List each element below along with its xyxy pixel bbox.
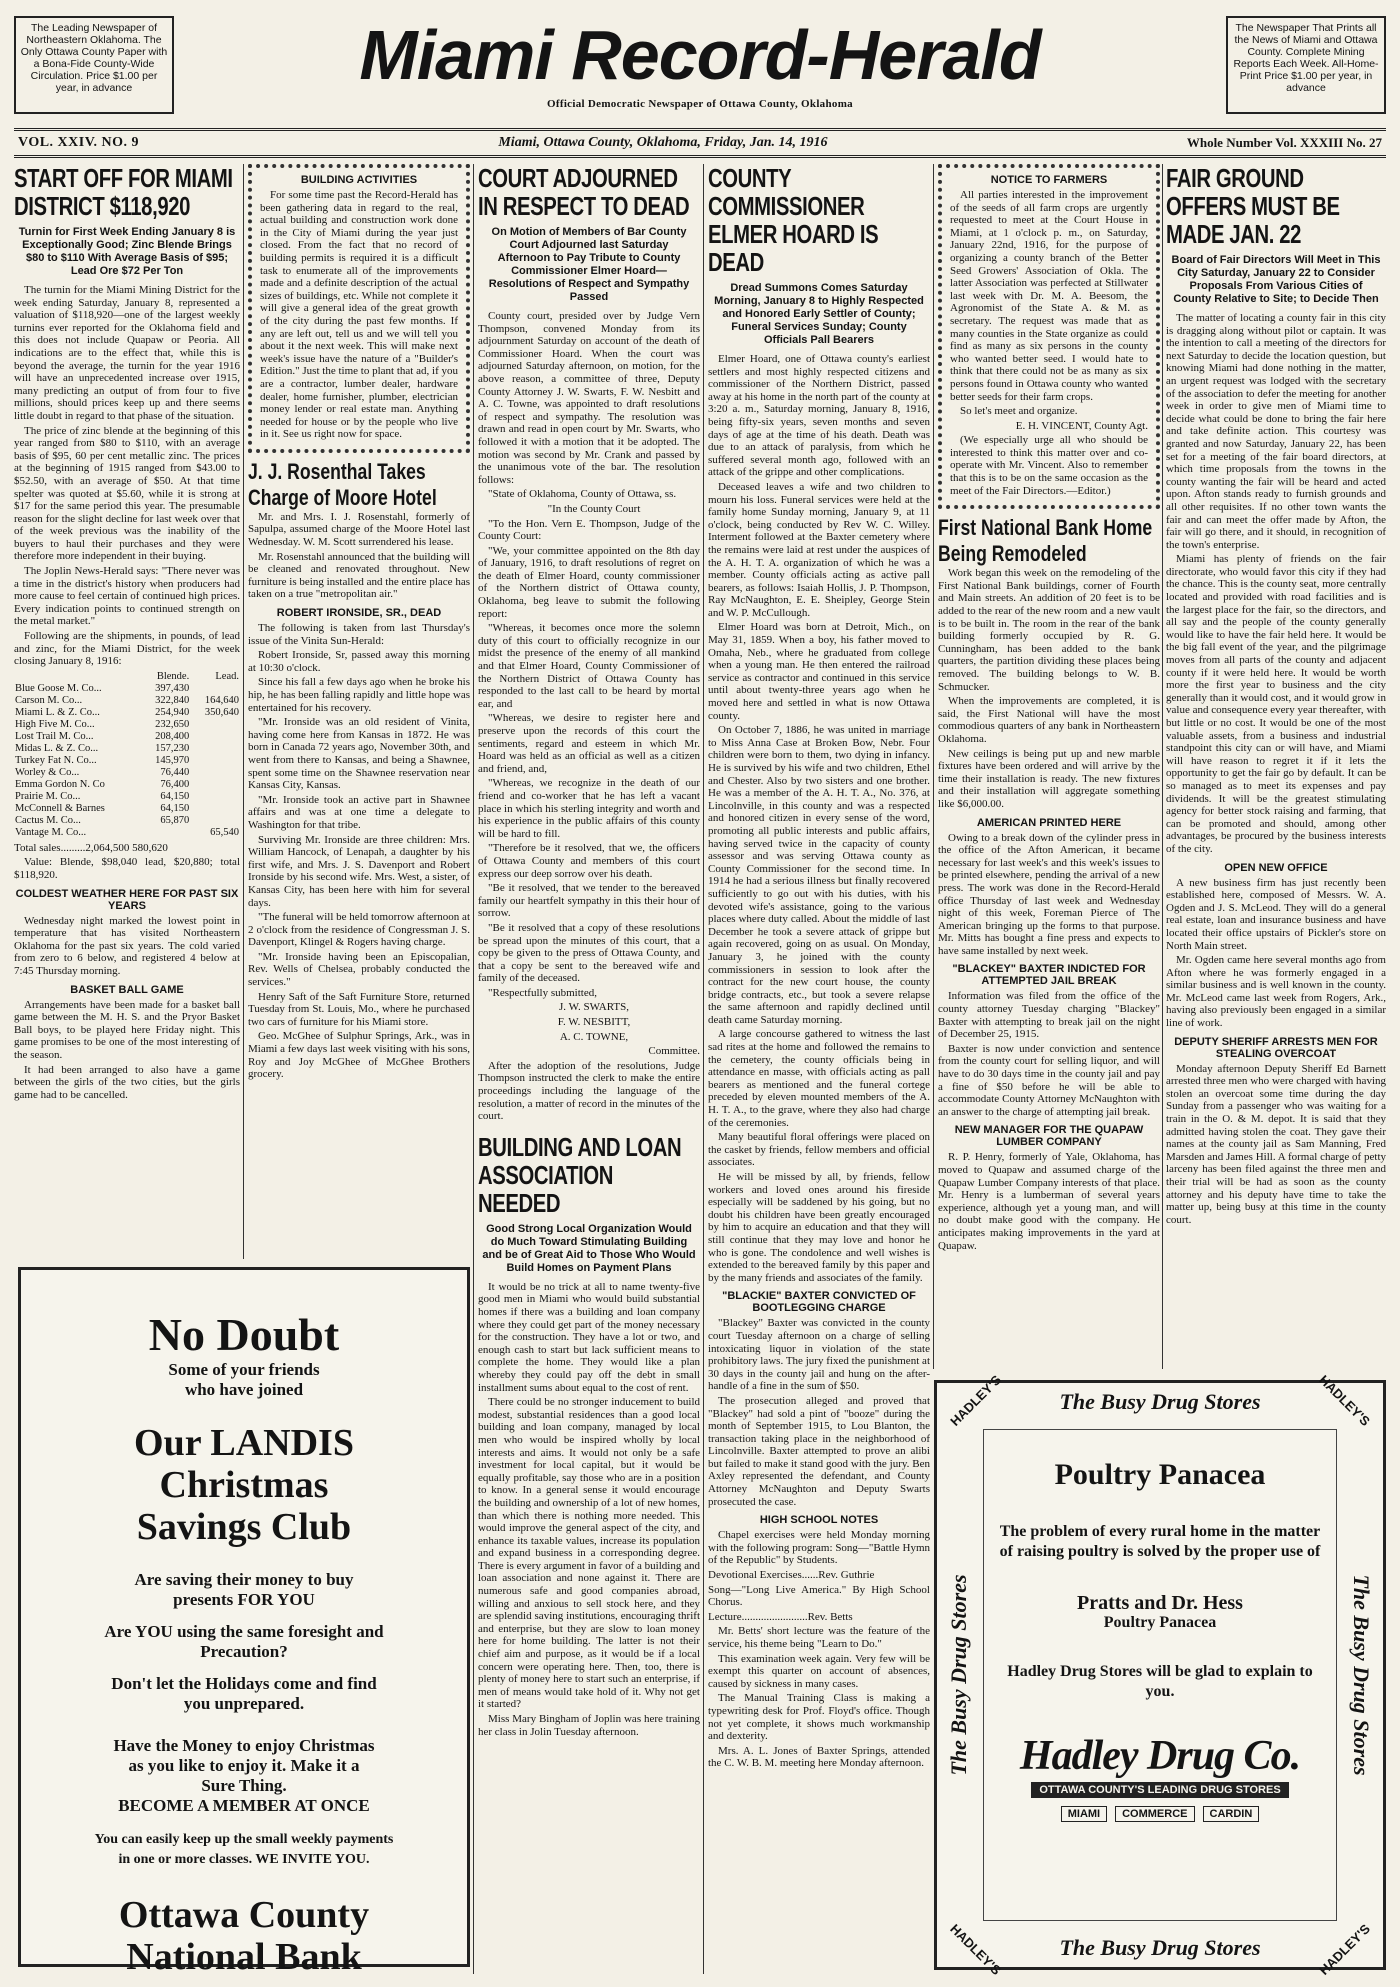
program-item: Song—"Long Live America." By High School Chorus. <box>708 1583 930 1609</box>
table-row <box>14 791 240 803</box>
ironside-text: "The funeral will be held tomorrow afternoon at 2 o'clock from the residence of Congressman J. S. Davenport, Klingel & Rogers having charge. <box>248 911 470 949</box>
mining-paragraph: Following are the shipments, in pounds, of lead and zinc, for the Miami District, for the week closing January 8, 1916: <box>14 630 240 668</box>
table-cell <box>190 743 240 755</box>
newspaper-page <box>14 12 1386 1977</box>
masthead <box>184 12 1216 110</box>
building-loan-paragraph: There could be no stronger inducement to build modest, substantial residences than a good local building and loan company, managed by local men who would be inspired wholly by local interests and aims. It would not only be a safe investment for local capital, but it would be equally profitable, say those who are in a position to know. In a general sense it would encourage the building and ownership of a lot of new homes, than which there is nothing more needed. This would improve the general aspect of the city, and enhance its taxable values, increase its population and expand business in a corresponding degree. There is every argument in favor of a building and loan association and none against it. There are numerous safe and good companies abroad, willing and anxious to sell stock here, and they are splendid saving institutions, encouraging thrift and enterprise, but they are slow to loan money here for home building. The latter is not their chief aim and purpose, as it would be if a local concern were operating here. Then, too, there is plenty of money here to start such an enterprise, if men of means would take hold of it. Why not get it started? <box>478 1396 700 1711</box>
building-loan-headline: BUILDING AND LOAN ASSOCIATION NEEDED <box>478 1131 682 1218</box>
ad-border-text: The Busy Drug Stores <box>1059 1389 1261 1414</box>
table-cell: 64,150 <box>160 790 190 802</box>
ad-border-text: The Busy Drug Stores <box>1349 1574 1374 1776</box>
right-ear-box <box>1226 16 1386 114</box>
ad-line: Are YOU using the same foresight and <box>104 1622 384 1641</box>
table-cell: 397,430 <box>155 682 190 694</box>
office-text: A new business firm has just recently been established here, composed of Messrs. W. A. Ogden and J. S. McLeod. They will do a general real estate, loan and insurance business and have located their office upstairs of Pickler's store on North Main street. <box>1166 876 1386 952</box>
office-headline: OPEN NEW OFFICE <box>1224 861 1328 874</box>
table-cell: 164,640 <box>204 694 239 706</box>
saft-text: Henry Saft of the Saft Furniture Store, returned Tuesday from St. Louis, Mo., where he purchased two cars of furniture for his Miami store. <box>248 990 470 1028</box>
hoard-deck: Dread Summons Comes Saturday Morning, January 8 to Highly Respected and Honored Early Settler of County; Funeral Services Sunday; County Officials Pall Bearers <box>714 282 924 346</box>
court-paragraph: "We, your committee appointed on the 8th day of January, 1916, to draft resolutions of regret on the death of Elmer Hoard, county commissioner of the Northern district of Ottawa county, Oklahoma, beg leave to submit the following report: <box>478 544 700 620</box>
ad-line: Are saving their money to buy <box>134 1570 354 1589</box>
column-rule <box>473 164 474 1974</box>
court-paragraph: "In the County Court <box>547 502 641 515</box>
ad-text: The problem of every rural home in the matter of raising poultry is solved by the proper use of <box>999 1523 1321 1560</box>
mcghee-text: Geo. McGhee of Sulphur Springs, Ark., was in Miami a few days last week visiting with his sons, Roy and Joy McGhee of McGhee Brothers grocery. <box>248 1030 470 1081</box>
building-loan-paragraph: Miss Mary Bingham of Joplin was here training her class in Jolin Tuesday afternoon. <box>478 1713 700 1738</box>
table-cell <box>190 719 240 731</box>
bank-text: When the improvements are completed, it is said, the First National will have the most commodious quarters of any bank in Northeastern Oklahoma. <box>938 695 1160 745</box>
building-loan-deck: Good Strong Local Organization Would do Much Toward Stimulating Building and be of Great Aid to Those Who Would Build Homes on Payment Plans <box>482 1222 696 1274</box>
farmers-notice-box <box>938 164 1160 509</box>
table-row <box>14 695 240 707</box>
basketball-text: It had been arranged to also have a game between the girls of the two cities, but the girls game had to be cancelled. <box>14 1063 240 1101</box>
blackey-text: Information was filed from the office of the county attorney Tuesday charging "Blackey" Baxter with attempting to break jail on the night of December 25, 1915. <box>938 990 1160 1041</box>
column-4 <box>708 164 930 1974</box>
column-rule <box>933 164 934 1369</box>
table-cell <box>190 791 240 803</box>
weather-headline: COLDEST WEATHER HERE FOR PAST SIX YEARS <box>15 887 239 912</box>
table-cell: 65,540 <box>210 826 239 838</box>
ad-line: Precaution? <box>200 1642 288 1661</box>
signature: Committee. <box>648 1045 700 1058</box>
ad-line: presents FOR YOU <box>173 1590 315 1609</box>
high-school-headline: HIGH SCHOOL NOTES <box>759 1514 879 1527</box>
table-cell: Turkey Fat N. Co... <box>15 754 97 766</box>
hoard-paragraph: Deceased leaves a wife and two children to mourn his loss. Funeral services were held at the family home Sunday morning, January 9, at 11 o'clock, being conducted by Rev W. C. Willey. Interment followed at the Baxter cemetery where the remains were laid at rest under the auspices of the A. H. T. A. organization of which he was a member. County officials acting as active pall bearers, as follows: Isaiah Hollis, J. P. Thompson, Ray McNaughton, E. E. Sheipley, George Stein and W. P. McCullough. <box>708 480 930 619</box>
hoard-paragraph: A large concourse gathered to witness the last sad rites at the home and followed the remains to the cemetery, the county officials being in attendance en masse, with officials acting as pall bearers as mentioned and the funeral cortege preceded by eleven mounted members of the A. H. T. A., to the grave, where they also had charge of the ceremonies. <box>708 1028 930 1129</box>
column-6 <box>1166 164 1386 1369</box>
court-paragraph: "Respectfully submitted, <box>488 986 597 999</box>
ad-line: No Doubt <box>148 1309 340 1360</box>
landis-savings-ad <box>18 1267 470 1978</box>
ad-line: BECOME A MEMBER AT ONCE <box>118 1796 370 1815</box>
right-ear-text: The Newspaper That Prints all the News of Miami and Ottawa County. Complete Mining Reports Each Week. All-Home-Print Price $1.00 per year, in advance <box>1233 22 1379 94</box>
signature: F. W. NESBITT, <box>557 1016 631 1029</box>
blackey-headline: "BLACKEY" BAXTER INDICTED FOR ATTEMPTED JAIL BREAK <box>952 963 1146 988</box>
ad-line: Have the Money to enjoy Christmas <box>113 1736 375 1755</box>
table-cell: Worley & Co... <box>15 766 80 778</box>
table-cell <box>190 779 240 791</box>
bank-headline: First National Bank Home Being Remodeled <box>938 515 1153 567</box>
hadley-logo: Hadley Drug Co. <box>1019 1733 1301 1779</box>
court-paragraph: "Therefore be it resolved, that we, the officers of Ottawa County and members of this court express our deep sorrow over his death. <box>478 842 700 880</box>
court-paragraph: "Whereas, it becomes once more the solemn duty of this court to officially recognize in our midst the presence of the enemy of all mankind and that Elmer Hoard, County Commissioner of the Northern District of Ottawa County has responded to the last call to be heard by mortal ear, and <box>478 622 700 710</box>
town-label: COMMERCE <box>1115 1806 1194 1822</box>
ad-towns <box>984 1806 1336 1822</box>
bank-text: Work began this week on the remodeling of the First National Bank buildings, corner of Fourth and Main streets. An addition of 20 feet is to be added to the rear of the new room and a new vault is to be built in. The room in the rear of the bank building formerly occupied by R. G. Cunningham, has been added to the bank quarters, the partition dividing these places being removed. The building belongs to W. B. Schmucker. <box>938 567 1160 693</box>
building-activities-box <box>248 164 470 453</box>
ad-line: Christmas <box>159 1464 329 1506</box>
column-rule <box>703 164 704 1974</box>
ad-corner-text: HADLEY'S <box>1316 1921 1373 1978</box>
ad-line: Don't let the Holidays come and find <box>111 1674 377 1693</box>
fair-deck: Board of Fair Directors Will Meet in This City Saturday, January 22 to Consider Proposals From Various Cities of County Relative to Site; to Decide Then <box>1171 254 1381 305</box>
table-cell: Miami L. & Z. Co... <box>15 706 100 718</box>
weather-text: Wednesday night marked the lowest point in temperature that has visited Northeastern Oklahoma for the past six years. The cold varied from zero to 6 below, and registered 4 below at 7:45 Thursday morning. <box>14 914 240 977</box>
column-rule <box>243 164 244 1259</box>
signature: A. C. TOWNE, <box>559 1030 629 1043</box>
program-item: Lecture........................Rev. Betts <box>708 1610 853 1623</box>
table-cell <box>190 755 240 767</box>
ad-text: Hadley Drug Stores will be glad to explain to you. <box>1007 1663 1313 1700</box>
left-ear-box <box>14 16 174 114</box>
table-row <box>14 827 240 839</box>
ad-line: Some of your friends <box>168 1360 320 1379</box>
program-item: Devotional Exercises......Rev. Guthrie <box>708 1569 875 1582</box>
farmers-notice-headline: NOTICE TO FARMERS <box>990 174 1108 186</box>
basketball-headline: BASKET BALL GAME <box>70 983 184 996</box>
hoard-paragraph: He will be missed by all, by friends, fellow workers and loved ones around his fireside especially will be saddened by his going, but no doubt his children have been greatly encouraged by him to acquire an education and that they will still continue that they may love and honor he who is gone. The condolence and well wishes is extended to the bereaved family by this paper and by the many friends and associates of the family. <box>708 1171 930 1284</box>
table-cell: 208,400 <box>155 730 190 742</box>
shipments-table <box>14 671 240 839</box>
ad-corner-text: HADLEY'S <box>1316 1372 1373 1429</box>
table-cell: Carson M. Co... <box>15 694 83 706</box>
whole-number: Whole Number Vol. XXXIII No. 27 <box>1186 135 1382 150</box>
column-5 <box>938 164 1160 1369</box>
sheriff-headline: DEPUTY SHERIFF ARRESTS MEN FOR STEALING OVERCOAT <box>1174 1035 1378 1060</box>
ironside-headline: ROBERT IRONSIDE, SR., DEAD <box>276 607 442 620</box>
printer-headline: AMERICAN PRINTED HERE <box>976 816 1122 829</box>
table-header-cell <box>14 671 140 683</box>
table-cell: Lost Trail M. Co... <box>15 730 94 742</box>
table-header-cell: Lead. <box>215 670 239 682</box>
court-paragraph: "To the Hon. Vern E. Thompson, Judge of the County Court: <box>478 517 700 543</box>
fair-paragraph: Miami has plenty of friends on the fair directorate, who would favor this city if they had the chance. This is the county seat, more centrally located and provided with road facilities and is the largest place for the fair, so the directors, and all say and the people of the county generally would like to have the fair held here. It would be the big fall event of the year, and the pilgrimage moves from all parts of the county and adjacent county if it were held here. It would be worth more the first year to business and the city generally than it would cost, and it would grow in value and consequence every year thereafter, with but little or no cost. It would be one of the most valuable assets, from a business and industrial standpoint this city can or will have, and Miami will have reason to regret it if it lets the opportunity to get the fair go by default. It can be so managed as to meet its expenses and pay dividends. It will be the greatest stimulating agency for better stock raising and farming, that can be promoted and should, among other advantages, be procured by the business interests of the city. <box>1166 553 1386 855</box>
ironside-text: "Mr. Ironside was an old resident of Vinita, having come here from Kansas in 1872. He was born in Canada 72 years ago, November 30th, and went from there to Kansas, and being a Shawnee, spent some time on the Shawnee reservation near Kansas City, Kansas. <box>248 716 470 792</box>
table-row <box>14 719 240 731</box>
high-school-text: This examination week again. Very few will be exempt this quarter on account of absences, caused by sickness in many cases. <box>708 1652 930 1690</box>
column-3 <box>478 164 700 1974</box>
ad-line: who have joined <box>184 1380 304 1399</box>
ad-line: as you like to enjoy it. Make it a <box>128 1756 360 1775</box>
town-label: MIAMI <box>1061 1806 1107 1822</box>
baxter-headline: "BLACKIE" BAXTER CONVICTED OF BOOTLEGGING CHARGE <box>722 1290 916 1315</box>
ironside-text: Since his fall a few days ago when he broke his hip, he has been falling rapidly and little hope was entertained for his recovery. <box>248 676 470 714</box>
ad-line: Our LANDIS <box>134 1422 354 1464</box>
left-ear-text: The Leading Newspaper of Northeastern Oklahoma. The Only Ottawa County Paper with a Bona-Fide County-Wide Circulation. Price $1.00 per year, in advance <box>20 22 168 94</box>
blackey-text: Baxter is now under conviction and sentence from the county court for selling liquor, and will have to do 30 days time in the county jail and pay a fine of $50 before he will be able to accommodate County Attorney McNaughton with an answer to the charge of attempting jail break. <box>938 1042 1160 1118</box>
court-paragraph: "Whereas, we desire to register here and preserve upon the records of this court the sentiments, regard and esteem in which Mr. Hoard was held as an official as well as a citizen and friend, and, <box>478 712 700 775</box>
building-activities-text: For some time past the Record-Herald has been gathering data in regard to the real, actual building and construction work done in the City of Miami during the year just closed. From the fact that no record of building permits is required it is a difficult task to enumerate all of the improvements made and a definite description of the actual sizes of buildings, etc. While not complete it will give a general idea of the great growth of the city during the past few months. If any are left out, tell us and we will tell you about it the next week. This will make next week's issue have the nature of a "Builder's Edition." Just the time to plant that ad, if you are a contractor, lumber dealer, hardware dealer, home furnisher, plumber, electrician money lender or real estate man. Anything needed for house or by the people who live in it. See us right now for space. <box>260 189 458 441</box>
table-row <box>14 779 240 791</box>
baxter-text: The prosecution alleged and proved that "Blackey" had sold a pint of "booze" during the month of September 1915, to Lou Blanton, the transaction taking place in the neighborhood of Lincolnville. Baxter attempted to prove an alibi but failed to make it stand good with the jury. Ben Axley represented the defendant, and County Attorney McNaughton and Deputy Swarts prosecuted the case. <box>708 1394 930 1508</box>
table-cell: 350,640 <box>204 706 239 718</box>
shipments-total: Total sales.........2,064,500 580,620 <box>14 841 168 854</box>
masthead-subtitle: Official Democratic Newspaper of Ottawa County, Oklahoma <box>547 98 853 110</box>
table-cell <box>190 683 240 695</box>
shipments-value: Value: Blende, $98,040 lead, $20,880; total $118,920. <box>14 856 240 881</box>
high-school-text: Mr. Betts' short lecture was the feature of the service, his theme being "Learn to Do." <box>708 1625 930 1650</box>
hoard-paragraph: Elmer Hoard was born at Detroit, Mich., on May 31, 1859. When a boy, his father moved to Omaha, Neb., where he graduated from college when a young man. He then entered the railroad service as contractor and continued in this service until about twenty-three years ago when he moved here and settled in what is now Ottawa county. <box>708 621 930 722</box>
farmers-notice-text: (We especially urge all who should be interested to think this matter over and co-operate with Mr. Vincent. Also to remember that this is to be on the same occasion as the meet of the Fair Directors.—Editor.) <box>950 434 1148 497</box>
high-school-text: The Manual Training Class is making a typewriting desk for Prof. Floyd's office. Though not yet complete, it shows much workmanship and dexterity. <box>708 1692 930 1743</box>
ad-border-text: The Busy Drug Stores <box>946 1574 971 1776</box>
table-cell: McConnell & Barnes <box>15 802 105 814</box>
high-school-text: Chapel exercises were held Monday morning with the following program: Song—"Battle Hymn of the Republic" by Students. <box>708 1529 930 1567</box>
table-cell: Cactus M. Co... <box>15 814 81 826</box>
hoard-headline: COUNTY COMMISSIONER ELMER HOARD IS DEAD <box>708 164 879 277</box>
ad-line: Sure Thing. <box>201 1776 287 1795</box>
baxter-text: "Blackey" Baxter was convicted in the county court Tuesday afternoon on a charge of selling intoxicating liquor in violation of the state prohibitory laws. The jury fixed the punishment at 30 days in the county jail and hung on the after-handle of a fine in the sum of $50. <box>708 1317 930 1393</box>
table-header-cell: Blende. <box>156 670 190 682</box>
ad-line: You can easily keep up the small weekly payments <box>94 1832 394 1847</box>
court-deck: On Motion of Members of Bar County Court Adjourned last Saturday Afternoon to Pay Tribute to County Commissioner Elmer Hoard—Resolutions of Respect and Sympathy Passed <box>488 226 690 303</box>
hadley-drug-ad <box>934 1372 1386 1978</box>
bank-name: Ottawa County <box>118 1894 370 1936</box>
quapaw-text: R. P. Henry, formerly of Yale, Oklahoma, has moved to Quapaw and assumed charge of the Quapaw Lumber Company interests of that place. Mr. Henry is a lumberman of several years experience, although yet a young man, and will no doubt make good with the company. He anticipates making improvements in the yard at Quapaw. <box>938 1151 1160 1252</box>
ad-line: in one or more classes. WE INVITE YOU. <box>118 1852 370 1867</box>
ad-corner-text: HADLEY'S <box>947 1372 1004 1429</box>
court-paragraph: "Be it resolved that a copy of these resolutions be spread upon the minutes of this court, that a copy be given to the press of Ottawa County, and that a copy be sent to the bereaved wife and family of the deceased. <box>478 921 700 985</box>
table-row <box>14 815 240 827</box>
table-cell: Emma Gordon N. Co <box>15 778 105 790</box>
table-cell: Blue Goose M. Co... <box>15 682 102 694</box>
fair-paragraph: The matter of locating a county fair in this city is dragging along without pilot or captain. It was the intention to call a meeting of the directors for next Saturday to decide the location question, but knowing Miami had done nothing in the matter, an urgent request was lodged with the secretary of the association to defer the meeting for another week in order to give men of Miami time to decide what could be done to bring the fair here and take definite action. This courtesy was granted and now Saturday, January 22, has been set for a meeting of the fair board directors, at which time proposals from the towns in the county wanting the fair will be heard and acted upon. Afton stands ready to furnish grounds and all other requisites. If no other town wants the fair and can meet the offer made by Afton, the fair will go there, and it should, in recognition of the town's enterprise. <box>1166 312 1386 551</box>
ironside-text: "Mr. Ironside took an active part in Shawnee affairs and was at one time a delegate to Washington for that tribe. <box>248 793 470 831</box>
column-2 <box>248 164 470 1259</box>
table-cell: 76,440 <box>160 766 190 778</box>
column-rule <box>1162 164 1163 1369</box>
table-cell: High Five M. Co... <box>15 718 95 730</box>
table-cell: Prairie M. Co... <box>15 790 81 802</box>
table-cell: 65,870 <box>160 814 190 826</box>
court-paragraph: County court, presided over by Judge Vern Thompson, convened Monday from its adjournment Saturday on account of the death of Commissioner Hoard. When the court was adjourned Saturday afternoon, on motion, for the above reason, a committee of three, Deputy County Attorney J. W. Swarts, F. W. Nesbitt and A. C. Towne, was appointed to draft resolutions of respect and sympathy. The resolution was drawn and read in open court by Mr. Swarts, who followed it with a motion that it be adopted. The motion was second by Mr. Crank and passed by the unanimous vote of the bar. The resolution follows: <box>478 310 700 486</box>
table-cell <box>190 815 240 827</box>
court-headline: COURT ADJOURNED IN RESPECT TO DEAD <box>478 164 690 221</box>
table-cell: Midas L. & Z. Co... <box>15 742 99 754</box>
town-label: CARDIN <box>1203 1806 1260 1822</box>
quapaw-headline: NEW MANAGER FOR THE QUAPAW LUMBER COMPANY <box>954 1124 1144 1149</box>
table-cell <box>190 803 240 815</box>
table-row <box>14 683 240 695</box>
table-header-row <box>14 671 240 683</box>
building-loan-paragraph: It would be no trick at all to name twenty-five good men in Miami who would build substantial homes if there was a building and loan company where they could get part of the money necessary for the construction. They have a lot or two, and enough cash to start but lack sufficient means to complete the home. They would like a plan whereby they could pay off the debt in small installment sums about equal to the cost of rent. <box>478 1280 700 1394</box>
mining-deck: Turnin for First Week Ending January 8 is Exceptionally Good; Zinc Blende Brings $80 to $110 With Average Basis of $95; Lead Ore $72 Per Ton <box>18 226 236 277</box>
table-cell: 254,940 <box>155 706 190 718</box>
volume-number: VOL. XXIV. NO. 9 <box>18 135 140 150</box>
hoard-paragraph: Elmer Hoard, one of Ottawa county's earliest settlers and most highly respected citizens and commissioner of the Northern District, passed away at his home in the north part of the county at 3:20 a. m., Saturday morning, January 8, 1916, being fifty-six years, seven months and seven days of age at the time of his death. Death was due to an attack of paralysis, from which he suffered several month ago, followed with an attack of the grippe and other complications. <box>708 353 930 479</box>
court-paragraph: "Whereas, we recognize in the death of our friend and co-worker that he has left a vacant place in which his sterling integrity and worth and his experience in the public affairs of this county will be hard to fill. <box>478 777 700 840</box>
dateline-bar <box>14 128 1386 158</box>
ironside-text: "Mr. Ironside having been an Episcopalian, Rev. Wells of Chelsea, probably conducted the services." <box>248 950 470 989</box>
high-school-text: Mrs. A. L. Jones of Baxter Springs, attended the C. W. B. M. meeting here Monday afternoon. <box>708 1744 930 1770</box>
newspaper-title: Miami Record-Herald <box>359 16 1041 94</box>
table-row <box>14 731 240 743</box>
ad-product: Poultry Panacea <box>1103 1614 1217 1631</box>
bank-text: New ceilings is being put up and new marble fixtures have been ordered and will arrive by the time their installation is ready. The new fixtures and their installation will aggregate something like $6,000.00. <box>938 747 1160 810</box>
mining-paragraph: The Joplin News-Herald says: "There never was a time in the district's history when producers had more cause to feel certain of continued high prices. Every indication points to continued strength on the metal market." <box>14 565 240 628</box>
ad-line: Savings Club <box>136 1506 352 1548</box>
table-cell: 145,970 <box>155 754 190 766</box>
court-paragraph: "Be it resolved, that we tender to the bereaved family our heartfelt sympathy in this their hour of sorrow. <box>478 882 700 920</box>
table-cell <box>140 827 190 839</box>
table-row <box>14 707 240 719</box>
table-cell: 157,230 <box>155 742 190 754</box>
table-cell: 232,650 <box>155 718 190 730</box>
table-cell <box>190 767 240 779</box>
place-date: Miami, Ottawa County, Oklahoma, Friday, Jan. 14, 1916 <box>498 135 828 150</box>
ironside-text: Robert Ironside, Sr, passed away this morning at 10:30 o'clock. <box>248 649 470 674</box>
table-cell: 64,150 <box>160 802 190 814</box>
court-paragraph: "State of Oklahoma, County of Ottawa, ss. <box>488 488 677 501</box>
basketball-text: Arrangements have been made for a basket ball game between the M. H. S. and the Pryor Basket Ball boys, to be played here Friday night. This game promises to be one of the most interesting of the season. <box>14 998 240 1061</box>
farmers-notice-text: All parties interested in the improvement of the seeds of all farm crops are urgently requested to meet at the Court House in Miami, at 1 o'clock p. m., on Saturday, January 22nd, 1916, for the purpose of organizing a county branch of the Better Seed Growers' Association of Okla. The latter Association was perfected at Stillwater last week with Dr. M. A. Beesom, the Agronomist of the State A. & M. as secretary. The request was made that as many counties in the State organize as could find as many as six persons in the county who wanted better seed. I would hate to think that there could not be as many as six persons found in Ottawa county who wanted better seeds for their farm crops. <box>950 189 1148 403</box>
table-cell: 322,840 <box>155 694 190 706</box>
ad-title: Poultry Panacea <box>1054 1458 1266 1491</box>
table-cell: 76,400 <box>160 778 190 790</box>
farmers-notice-text: So let's meet and organize. <box>960 405 1078 418</box>
rosenthal-text: Mr. and Mrs. I. J. Rosenstahl, formerly of Sapulpa, assumed charge of the Moore Hotel last Wednesday. W. M. Scott surrendered his lease. <box>248 510 470 549</box>
ad-border-text: The Busy Drug Stores <box>1059 1935 1261 1960</box>
hoard-paragraph: On October 7, 1886, he was united in marriage to Miss Anna Case at Broken Bow, Nebr. Four children were born to them, two dying in infancy. He is survived by his wife and two children, Ethel and Chester. Also by two sisters and one brother. He was a member of the A. H. T. A., No. 376, at Lincolnville, in this county and was a respected and honored citizen in every sense of the word, promoting all public interests and public affairs, having served twice in the capacity of county assessor and was serving Ottawa county as County Commissioner for the second time. In 1914 he had a serious illness but finally recovered sufficiently to go out with his duties, with his devoted wife's assistance, going to the various places where duty called. About the middle of last December he took a severe attack of grippe but again recovered, going on as usual. On Monday, January 3, he joined with the county commissioners in session to look after the contract for the new court house, the county bridge contracts, etc., but took a severe relapse the same afternoon and rapidly declined until death came Saturday morning. <box>708 724 930 1026</box>
office-text: Mr. Ogden came here several months ago from Afton where he was formerly engaged in a similar business and is well known in the county. Mr. McLeod came last week from Rogers, Ark., having also previously been engaged in a similar line of work. <box>1166 954 1386 1030</box>
ironside-text: The following is taken from last Thursday's issue of the Vinita Sun-Herald: <box>248 622 470 647</box>
ad-tagline: OTTAWA COUNTY'S LEADING DRUG STORES <box>1031 1782 1288 1798</box>
ironside-text: Surviving Mr. Ironside are three children: Mrs. William Hancock, of Lenapah, a daughter by his first wife, and Mrs. J. S. Davenport and Robert Ironside by his second wife. Mrs. West, a sister, of Kansas City, has been here with him for several days. <box>248 833 470 909</box>
farmers-notice-signature: E. H. VINCENT, County Agt. <box>1015 419 1148 432</box>
sheriff-text: Monday afternoon Deputy Sheriff Ed Barnett arrested three men who were charged with having stolen an overcoat some time during the day Sunday from a passenger who was waiting for a train in the O. & M. depot. It is said that they admitted having stolen the coat. They gave their names at the county jail as Sam Manning, Fred Marsden and James Hill. A formal charge of petty larceny has been filed against the three men and their trial will be had as soon as the county attorney and his deputy have time to take the matter up, being busy at this time in the county court. <box>1166 1062 1386 1226</box>
rosenthal-headline: J. J. Rosenthal Takes Charge of Moore Hotel <box>248 458 437 510</box>
court-paragraph: After the adoption of the resolutions, Judge Thompson instructed the clerk to make the entire proceedings including the language of the resolution, a matter of record in the minutes of the court. <box>478 1059 700 1123</box>
rosenthal-text: Mr. Rosenstahl announced that the building will be cleaned and renovated throughout. New furniture is being installed and the entire place has taken on a true "metropolitan air." <box>248 550 470 601</box>
table-cell <box>190 731 240 743</box>
table-cell: Vantage M. Co... <box>15 826 87 838</box>
mining-headline: START OFF FOR MIAMI DISTRICT $118,920 <box>14 164 233 221</box>
bank-name: National Bank <box>126 1936 362 1978</box>
mining-paragraph: The turnin for the Miami Mining District for the week ending Saturday, January 8, represented a valuation of $118,920—one of the largest weekly turnins ever reported for the Oklahoma field and this does not include Quapaw or Peoria. All indications are to the effect that, while this is beyond the average, the turnin for the year 1916 will have an unprecedented increase over 1915, many predicting an output of from four to five millions, should prices keep up and there seems little doubt in regard to that phase of the situation. <box>14 284 240 422</box>
ad-inner-panel <box>983 1429 1337 1921</box>
building-activities-headline: BUILDING ACTIVITIES <box>300 174 418 186</box>
table-row <box>14 803 240 815</box>
mining-paragraph: The price of zinc blende at the beginning of this year ranged from $80 to $110, with an average basis of $95, 60 per cent metallic zinc. The prices at the beginning of 1915 ranged from $43.00 to $52.50, with an average of $50. At that time spelter was quoted at $5.60, while it is strong at $17 for the same period this year. The presumable reason for the slight decline for last week over that of the week previous was the inability of the buyers to haul their purchases and they were therefore more independent in their buying. <box>14 424 240 563</box>
ad-corner-text: HADLEY'S <box>947 1921 1004 1978</box>
ad-line: you unprepared. <box>183 1694 305 1713</box>
signature: J. W. SWARTS, <box>559 1001 629 1014</box>
table-row <box>14 767 240 779</box>
table-row <box>14 743 240 755</box>
fair-headline: FAIR GROUND OFFERS MUST BE MADE JAN. 22 <box>1166 164 1340 249</box>
hoard-paragraph: Many beautiful floral offerings were placed on the casket by friends, fellow members and official associates. <box>708 1131 930 1169</box>
ad-product: Pratts and Dr. Hess <box>1077 1592 1243 1614</box>
table-row <box>14 755 240 767</box>
printer-text: Owing to a break down of the cylinder press in the office of the Afton American, it became necessary for last week's and this week's issues to be printed elsewhere, pending the arrival of a new press. The work was done in the Record-Herald office Thursday of last week and Wednesday night of this week, Foreman Pierce of The American bringing up the forms to that purpose. Mr. Mitts has bought a fine press and expects to have same installed by next week. <box>938 831 1160 957</box>
column-1 <box>14 164 240 1259</box>
